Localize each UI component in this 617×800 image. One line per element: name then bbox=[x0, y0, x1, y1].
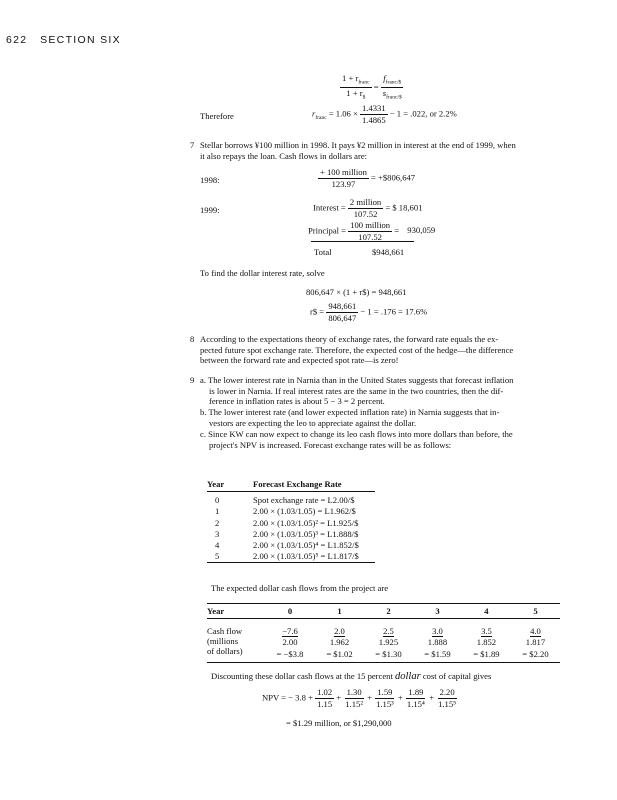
table-row: 4 2.00 × (1.03/1.05)⁴ = L1.852/$ bbox=[215, 540, 359, 551]
total-value: $948,661 bbox=[372, 247, 405, 257]
discount-text: Discounting these dollar cash flows at the 15 percent dollar cost of capital gives bbox=[211, 671, 492, 682]
table-header: 2 bbox=[364, 604, 413, 619]
page-number: 622 bbox=[6, 34, 28, 46]
table-header: Year bbox=[207, 604, 265, 619]
q7-number: 7 bbox=[190, 140, 195, 150]
franc-rate-equation: $r_{franc} = 1.06$ × $\frac{1.4331}{1.4865}$ − 1 = .022, or 2.2% bbox=[312, 103, 457, 126]
solve-equation-1: 806,647 × (1 + r$) = 948,661 bbox=[306, 287, 407, 297]
year-1998: 1998: bbox=[200, 175, 220, 185]
cashflow-cell: 2.0 1.962 = $1.02 bbox=[326, 626, 353, 660]
cashflow-cell: 3.5 1.852 = $1.89 bbox=[473, 626, 500, 660]
cashflow-table bbox=[207, 603, 560, 663]
q7-text: Stellar borrows ¥100 million in 1998. It pays ¥2 million in interest at the end of 1999, when it also repays the loan. Cash flows in dollars are: bbox=[200, 140, 516, 161]
total-label: Total bbox=[314, 247, 332, 257]
table-header: 5 bbox=[511, 604, 560, 619]
npv-equation: NPV = − 3.8 + $\frac{1.02}{1.15}$ + $\frac{1.30}{\text{1.15²}}$ + $\frac{1.59}{\text{1.15³}}$ + $\frac{1.89}{\text{1.15⁴}}$ + $\frac{2.20}{\text{1.15⁵}}$ bbox=[262, 687, 457, 710]
table-row: 3 2.00 × (1.03/1.05)³ = L1.888/$ bbox=[215, 528, 359, 539]
total-rule bbox=[311, 241, 414, 242]
cashflow-cell: −7.6 2.00 = −$3.8 bbox=[276, 626, 304, 660]
cashflow-intro: The expected dollar cash flows from the project are bbox=[211, 583, 389, 593]
table-header: Forecast Exchange Rate bbox=[249, 478, 375, 492]
table-row: 1 2.00 × (1.03/1.05) = L1.962/$ bbox=[215, 506, 356, 517]
interest-1999: Interest = $\frac{\text{2 million}}{107.52}$ = $ 18,601 bbox=[313, 197, 423, 220]
interest-parity-equation: $\frac{1 + r_{franc}}{1 + r_{\$}}$ = $\frac{f_{franc/\$}}{s_{franc/\$}}$ bbox=[342, 73, 402, 102]
forecast-rate-table bbox=[207, 478, 375, 563]
solve-equation-2: r$ = $\frac{948,661}{806,647}$ − 1 = .176 = 17.6% bbox=[310, 301, 428, 324]
q9-number: 9 bbox=[190, 375, 195, 385]
therefore-label: Therefore bbox=[200, 111, 234, 121]
solve-text: To find the dollar interest rate, solve bbox=[200, 268, 325, 278]
cashflow-cell: 2.5 1.925 = $1.30 bbox=[375, 626, 402, 660]
table-row: 5 2.00 × (1.03/1.05)⁵ = L1.817/$ bbox=[207, 551, 375, 563]
table-row: 2 2.00 × (1.03/1.05)² = L1.925/$ bbox=[215, 517, 359, 528]
q8-text: According to the expectations theory of exchange rates, the forward rate equals the ex- pected future spot exchange rate. Therefore, the expected cost of the hedge—the difference between the forward rate and expected spot rate—is zero! bbox=[200, 334, 514, 366]
q9-part-b: b. The lower interest rate (and lower expected inflation rate) in Narnia suggests that in- vestors are expecting the leo to appreciate against the dollar. bbox=[200, 407, 500, 428]
table-header: 1 bbox=[315, 604, 364, 619]
npv-result: = $1.29 million, or $1,290,000 bbox=[286, 718, 392, 728]
cashflow-cell: 4.0 1.817 = $2.20 bbox=[522, 626, 549, 660]
cashflow-1998: $\frac{\text{+ 100 million}}{123.97}$ = +$806,647 bbox=[320, 167, 416, 190]
year-1999: 1999: bbox=[200, 205, 220, 215]
page-header bbox=[6, 34, 121, 46]
table-header: 3 bbox=[413, 604, 462, 619]
table-row: 0 Spot exchange rate = L2.00/$ bbox=[215, 495, 355, 505]
table-header: 4 bbox=[462, 604, 511, 619]
cashflow-label: Cash flow (millions of dollars) bbox=[207, 626, 243, 657]
table-row bbox=[207, 619, 560, 660]
table-header: 0 bbox=[265, 604, 315, 619]
table-header: Year bbox=[207, 478, 249, 492]
q9-part-a: a. The lower interest rate in Narnia than in the United States suggests that forecast inflation is lower in Narnia. If real interest rates are the same in the two countries, then the dif- ference in inflation rates is about 5 − 3 = 2 percent. bbox=[200, 375, 514, 407]
q8-number: 8 bbox=[190, 334, 195, 344]
principal-1999: Principal = $\frac{\text{100 million}}{107.52}$ = 930,059 bbox=[308, 220, 436, 243]
section-title: SECTION SIX bbox=[40, 34, 121, 46]
q9-part-c: c. Since KW can now expect to change its leo cash flows into more dollars than before, the project's NPV is increased. Forecast exchange rates will be as follows: bbox=[200, 429, 513, 450]
cashflow-cell: 3.0 1.888 = $1.59 bbox=[424, 626, 451, 660]
